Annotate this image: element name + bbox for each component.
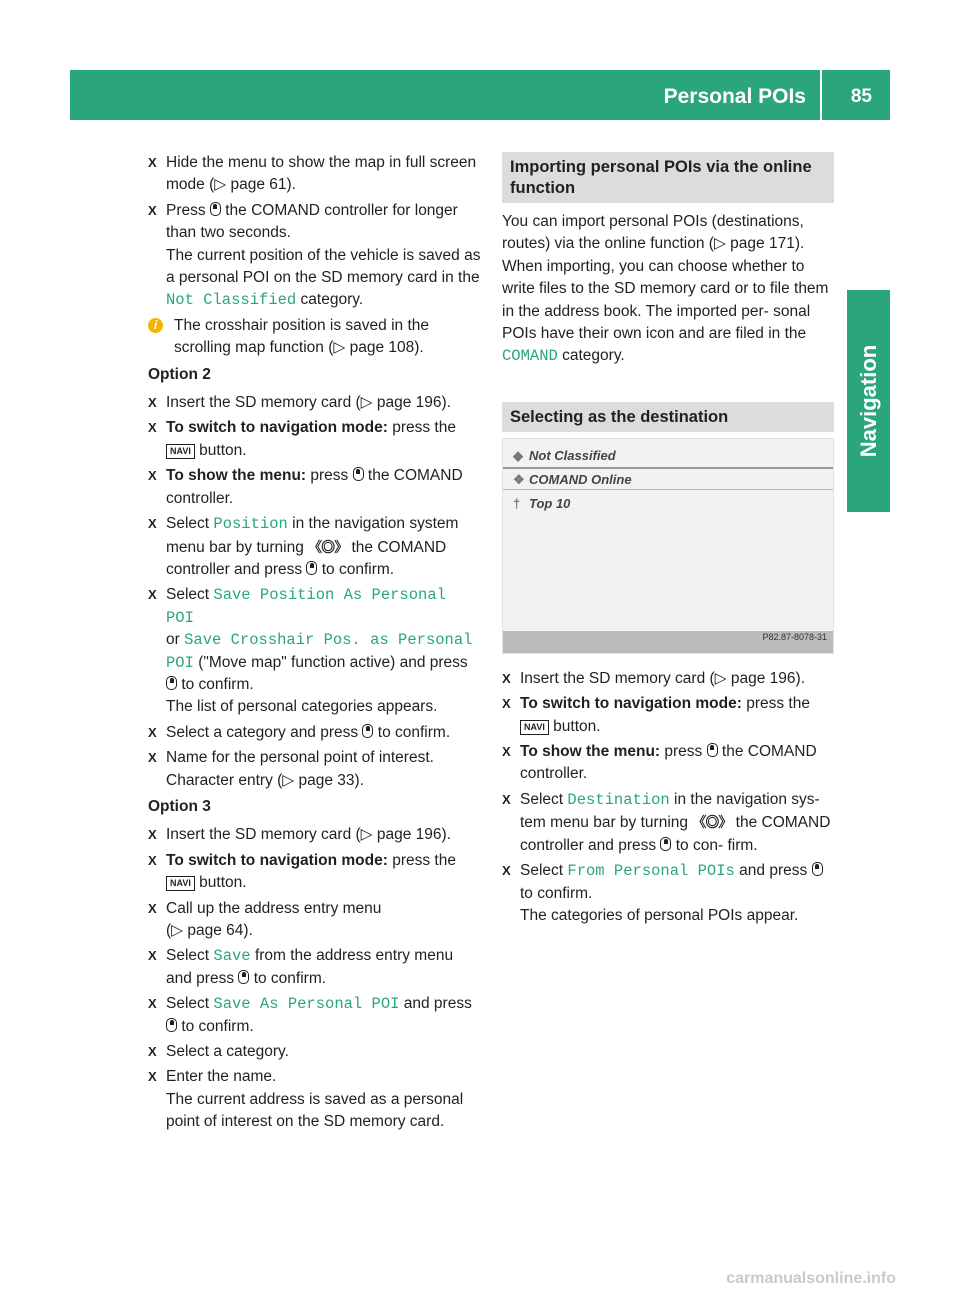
- side-tab-label: Navigation: [855, 344, 881, 458]
- controller-press-icon: [353, 467, 364, 481]
- step: X Insert the SD memory card (▷ page 196).: [148, 394, 452, 412]
- controller-turn-icon: 《◎》: [692, 814, 732, 831]
- controller-turn-icon: 《◎》: [308, 538, 348, 555]
- info-icon: i: [148, 318, 163, 333]
- info-note: i The crosshair position is saved in the scrolling map function (▷ page 108).: [148, 315, 482, 360]
- section-heading-import: Importing personal POIs via the online function: [502, 152, 834, 203]
- top10-icon: †: [513, 495, 521, 511]
- step: X Select Save from the address entry menu and press to confirm.: [148, 947, 454, 987]
- header-bar: [70, 70, 890, 120]
- step: X To show the menu: press the COMAND controller.: [502, 743, 817, 783]
- online-icon: ❖: [513, 471, 525, 487]
- option-3-heading: Option 3: [148, 797, 211, 815]
- step: X To switch to navigation mode: press the NAVI button.: [502, 695, 810, 735]
- option-2-heading: Option 2: [148, 365, 211, 383]
- step: X Name for the personal point of interest. Character entry (▷ page 33).: [148, 749, 434, 789]
- arrow-icon: X: [148, 155, 157, 170]
- screen-item: † Top 10: [513, 493, 570, 515]
- navi-button-icon: NAVI: [166, 876, 195, 891]
- left-column: [148, 152, 482, 1137]
- step: X Call up the address entry menu (▷ page 64).: [148, 899, 382, 939]
- navi-button-icon: NAVI: [520, 720, 549, 735]
- step: X Select Save As Personal POI and press to confirm.: [148, 995, 472, 1035]
- screen-item: ❖ COMAND Online: [513, 469, 632, 491]
- step: X To switch to navigation mode: press the NAVI button.: [148, 419, 456, 459]
- step: X Hide the menu to show the map in full screen mode (▷ page 61).: [148, 154, 477, 194]
- step: X Select Destination in the navigation sys- tem menu bar by turning 《◎》 the COMAND controller and press to con- firm.: [502, 790, 831, 854]
- controller-press-icon: [166, 676, 177, 690]
- page-title: Personal POIs: [664, 70, 822, 120]
- step: X To show the menu: press the COMAND controller.: [148, 467, 463, 507]
- navi-button-icon: NAVI: [166, 444, 195, 459]
- step: X Select Position in the navigation system menu bar by turning 《◎》 the COMAND controller and press to confirm.: [148, 515, 459, 578]
- image-reference: P82.87-8078-31: [762, 632, 827, 643]
- page-number: 85: [850, 86, 872, 107]
- right-column: [502, 152, 834, 930]
- step: X Press the COMAND controller for longer than two seconds. The current position of the vehicle is saved as a personal POI on the SD memory card in the Not Classified category.: [148, 201, 481, 310]
- import-paragraph: You can import personal POIs (destinations, routes) via the online function (▷ page 171). When importing, you can choose whether to write files to the SD memory card or to file them in the address book. The imported per- sonal POIs have their own icon and are filed in the COMAND category.: [502, 213, 829, 366]
- step: X To switch to navigation mode: press the NAVI button.: [148, 851, 456, 892]
- step: X Select Save Position As Personal POI or Save Crosshair Pos. as Personal POI ("Move map" function active) and press to confirm. The list of personal categories appears.: [148, 586, 473, 716]
- step: X Select a category and press to confirm.: [148, 723, 451, 741]
- step: X Insert the SD memory card (▷ page 196).: [502, 669, 806, 687]
- side-tab-label-box: [847, 290, 890, 512]
- comand-screen-image: [502, 438, 834, 654]
- watermark: carmanualsonline.info: [726, 1270, 896, 1287]
- step: X Select From Personal POIs and press to confirm. The categories of personal POIs appear.: [502, 860, 834, 927]
- controller-press-icon: [812, 862, 823, 876]
- code-not-classified: Not Classified: [166, 291, 297, 310]
- poi-icon: ◆: [513, 447, 523, 463]
- controller-press-icon: [166, 1018, 177, 1032]
- controller-press-icon: [660, 837, 671, 851]
- step: X Insert the SD memory card (▷ page 196).: [148, 826, 452, 844]
- controller-press-icon: [362, 724, 373, 738]
- step: X Select a category.: [148, 1043, 289, 1061]
- controller-press-icon: [306, 561, 317, 575]
- controller-press-icon: [210, 202, 221, 216]
- arrow-icon: X: [148, 202, 157, 218]
- controller-press-icon: [707, 743, 718, 757]
- screen-item: ◆ Not Classified: [513, 445, 616, 467]
- section-heading-destination: Selecting as the destination: [502, 402, 834, 432]
- controller-press-icon: [238, 970, 249, 984]
- step: X Enter the name. The current address is saved as a personal point of interest on the SD memory card.: [148, 1068, 464, 1131]
- divider: [503, 489, 833, 490]
